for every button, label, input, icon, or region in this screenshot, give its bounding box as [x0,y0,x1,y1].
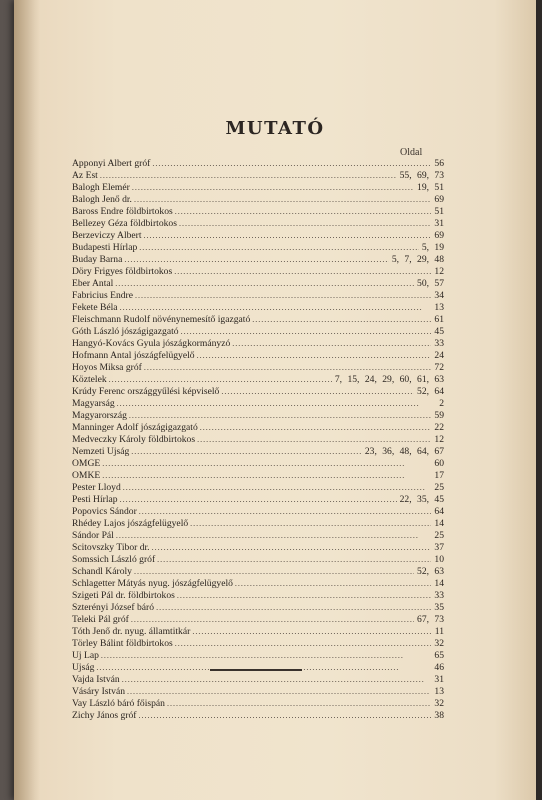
index-entry [72,278,444,290]
index-entry-name: Vásáry István [72,686,126,697]
index-entry-pages: 12 [434,266,444,277]
index-entry-pages: 33 [434,590,444,601]
index-entry-name: Popovics Sándor [72,506,137,517]
index-entry-pages: 56 [434,158,444,169]
index-entry-pages: 31 [434,674,444,685]
index-entry-name: Uj Lap [72,650,99,661]
index-entry-pages: 37 [434,542,444,553]
index-entry [72,398,444,410]
index-entry-name: Magyarság [72,398,115,409]
index-entry [72,662,444,674]
index-entry-name: Medveczky Károly földbirtokos [72,434,196,445]
index-entry-pages: 72 [434,362,444,373]
index-leader-dots [139,506,432,518]
index-entry [72,698,444,710]
index-entry [72,554,444,566]
index-entry-name: Fabricius Endre [72,290,134,301]
index-leader-dots [174,266,431,278]
index-entry-pages: 5, 19 [421,242,444,253]
index-leader-dots [192,626,431,638]
index-entry [72,218,444,230]
index-entry [72,314,444,326]
index-entry-pages: 35 [434,602,444,613]
index-leader-dots [138,710,431,722]
index-entry-pages: 25 [434,482,444,493]
index-entry-pages: 33 [434,338,444,349]
index-entry-name: Az Est [72,170,98,181]
index-leader-dots [152,158,431,170]
index-leader-dots [232,338,431,350]
index-entry [72,266,444,278]
index-leader-dots [131,446,362,458]
index-entry [72,362,444,374]
index-entry-name: Hangyó-Kovács Gyula jószágkormányzó [72,338,231,349]
index-entry-name: Schandl Károly [72,566,132,577]
index-entry [72,710,444,722]
index-entry [72,674,444,686]
closing-rule [210,669,302,671]
index-entry [72,494,444,506]
index-leader-dots [144,230,432,242]
index-leader-dots [190,518,431,530]
index-entry [72,650,444,662]
index-entry [72,434,444,446]
page-column-header: Oldal [400,147,423,158]
index-entry [72,290,444,302]
index-entry [72,410,444,422]
index-leader-dots [252,314,431,326]
index-leader-dots [109,374,332,386]
index-leader-dots [101,650,431,662]
index-entry-name: Balogh Jenő dr. [72,194,132,205]
index-entry-name: Hoyos Miksa gróf [72,362,142,373]
index-entry [72,206,444,218]
index-entry [72,542,444,554]
index-entry [72,170,444,182]
index-entry-pages: 17 [434,470,444,481]
book-page [14,0,536,800]
index-leader-dots [200,422,432,434]
index-entry-name: Balogh Elemér [72,182,130,193]
index-entry [72,638,444,650]
index-entry-pages: 13 [434,686,444,697]
index-leader-dots [120,494,397,506]
index-entry-pages: 34 [434,290,444,301]
index-entry [72,614,444,626]
index-entry-pages: 65 [434,650,444,661]
index-leader-dots [117,398,437,410]
index-entry-name: Hofmann Antal jószágfelügyelő [72,350,195,361]
index-entry-pages: 50, 57 [417,278,444,289]
index-leader-dots [175,206,432,218]
index-entry-pages: 60 [434,458,444,469]
index-entry-pages: 64 [434,506,444,517]
index-entry-pages: 2 [439,398,444,409]
index-leader-dots [167,698,431,710]
index-leader-dots [102,470,431,482]
index-entry-pages: 51 [434,206,444,217]
index-entry-name: Fleischmann Rudolf növénynemesítő igazgató [72,314,251,325]
index-leader-dots [197,434,431,446]
index-entry-name: Scitovszky Tibor dr. [72,542,150,553]
index-leader-dots [129,410,432,422]
index-entry-name: Sándor Pál [72,530,114,541]
index-entry-pages: 22, 35, 45 [399,494,444,505]
index-leader-dots [181,326,432,338]
index-leader-dots [123,482,432,494]
index-entry-name: Vay László báró főispán [72,698,165,709]
index-leader-dots [175,638,432,650]
index-entry-pages: 38 [434,710,444,721]
index-entry-name: Pester Lloyd [72,482,121,493]
index-leader-dots [122,674,432,686]
index-entry-name: Vajda István [72,674,120,685]
index-entry-name: OMKE [72,470,101,481]
index-entry-name: Magyarország [72,410,127,421]
index-entry-name: Krúdy Ferenc országgyűlési képviselő [72,386,220,397]
index-entry [72,230,444,242]
index-entry-pages: 46 [434,662,444,673]
index-leader-dots [179,218,431,230]
index-entry-pages: 23, 36, 48, 64, 67 [364,446,444,457]
index-entry-name: Berzeviczy Albert [72,230,142,241]
index-entry-pages: 69 [434,194,444,205]
index-entry-pages: 22 [434,422,444,433]
index-entry [72,566,444,578]
index-leader-dots [235,578,431,590]
index-entry-name: Góth László jószágigazgató [72,326,179,337]
index-entry [72,254,444,266]
index-entry [72,446,444,458]
index-leader-dots [102,458,431,470]
index-entry [72,482,444,494]
index-entry-name: Nemzeti Ujság [72,446,130,457]
index-entry [72,506,444,518]
index-entry [72,578,444,590]
index-entry [72,686,444,698]
index-entry [72,302,444,314]
index-entry-name: Rhédey Lajos jószágfelügyelő [72,518,189,529]
index-entry [72,326,444,338]
index-entry-pages: 7, 15, 24, 29, 60, 61, 63 [334,374,444,385]
index-entry-name: Tóth Jenő dr. nyug. államtitkár [72,626,191,637]
index-entry-pages: 12 [434,434,444,445]
index-leader-dots [135,290,431,302]
index-entry [72,242,444,254]
index-entry-name: Schlagetter Mátyás nyug. jószágfelügyelő [72,578,233,589]
index-entry-name: Buday Barna [72,254,123,265]
index-entry-pages: 32 [434,698,444,709]
page-title: MUTATÓ [225,118,325,139]
index-entry-name: Budapesti Hírlap [72,242,138,253]
index-entry-name: Apponyi Albert gróf [72,158,151,169]
index-entry-pages: 69 [434,230,444,241]
index-leader-dots [156,602,431,614]
index-leader-dots [197,350,432,362]
index-entry-pages: 32 [434,638,444,649]
index-leader-dots [157,554,431,566]
index-entry-pages: 13 [434,302,444,313]
index-entry-name: Baross Endre földbirtokos [72,206,173,217]
index-entry-name: Szterényi József báró [72,602,155,613]
index-entry-name: Eber Antal [72,278,114,289]
index-leader-dots [221,386,414,398]
index-entry-pages: 59 [434,410,444,421]
index-leader-dots [96,662,431,674]
index-entry [72,458,444,470]
index-entry [72,626,444,638]
index-entry-name: OMGE [72,458,101,469]
index-leader-dots [100,170,397,182]
index-entry-pages: 24 [434,350,444,361]
index-entry [72,602,444,614]
index-entry-pages: 5, 7, 29, 48 [391,254,444,265]
index-entry [72,158,444,170]
index-entry-pages: 61 [434,314,444,325]
index-leader-dots [144,362,432,374]
index-entry-name: Pesti Hírlap [72,494,118,505]
index-leader-dots [132,182,414,194]
index-entry-name: Zichy János gróf [72,710,137,721]
index-entry-name: Döry Frigyes földbirtokos [72,266,173,277]
index-leader-dots [115,278,414,290]
index-entry-name: Manninger Adolf jószágigazgató [72,422,198,433]
index-entry [72,530,444,542]
index-leader-dots [131,614,414,626]
index-entry-name: Bellezey Géza földbirtokos [72,218,177,229]
index-entry [72,350,444,362]
index-leader-dots [152,542,432,554]
index-entry-pages: 14 [434,518,444,529]
index-list [72,158,444,722]
index-entry-name: Fekete Béla [72,302,118,313]
index-entry [72,470,444,482]
index-leader-dots [134,194,431,206]
index-leader-dots [124,254,388,266]
index-entry [72,338,444,350]
index-entry-name: Törley Bálint földbirtokos [72,638,173,649]
index-entry-pages: 11 [434,626,444,637]
index-entry-pages: 25 [434,530,444,541]
index-entry [72,182,444,194]
index-entry-pages: 14 [434,578,444,589]
index-entry-name: Szigeti Pál dr. földbirtokos [72,590,175,601]
index-entry [72,518,444,530]
index-entry-name: Somssich László gróf [72,554,156,565]
index-leader-dots [139,242,419,254]
index-entry-pages: 52, 63 [417,566,444,577]
index-leader-dots [116,530,432,542]
index-entry-pages: 67, 73 [417,614,444,625]
index-entry [72,374,444,386]
index-leader-dots [127,686,431,698]
index-entry-name: Ujság [72,662,95,673]
index-entry-pages: 45 [434,326,444,337]
index-entry [72,194,444,206]
index-entry [72,590,444,602]
index-entry-pages: 31 [434,218,444,229]
index-entry-pages: 52, 64 [417,386,444,397]
index-leader-dots [134,566,414,578]
index-leader-dots [177,590,432,602]
index-entry-name: Teleki Pál gróf [72,614,129,625]
index-entry-pages: 10 [434,554,444,565]
index-entry-name: Köztelek [72,374,107,385]
index-entry-pages: 19, 51 [417,182,444,193]
index-entry [72,386,444,398]
index-entry-pages: 55, 69, 73 [399,170,444,181]
index-entry [72,422,444,434]
index-leader-dots [120,302,432,314]
